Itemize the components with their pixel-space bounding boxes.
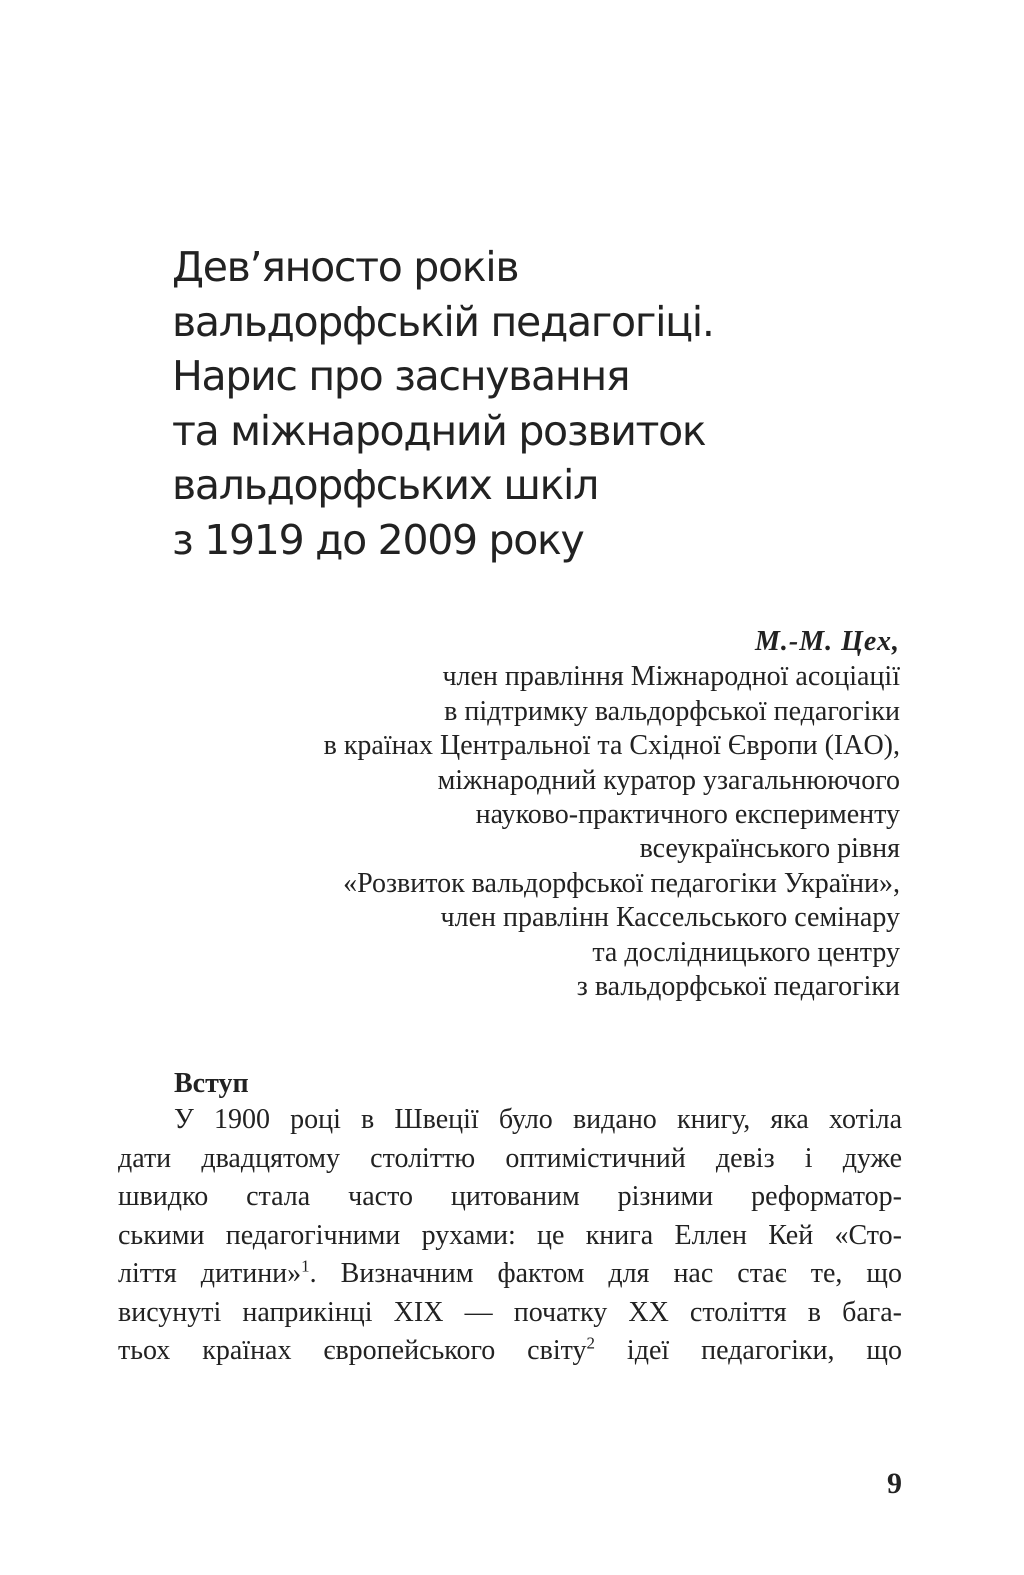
page-number: 9 <box>887 1467 902 1500</box>
author-affiliation-line: з вальдорфської педагогіки <box>576 971 900 1003</box>
author-affiliation-line: всеукраїнського рівня <box>639 833 900 865</box>
body-line: висунуті наприкінці XIX — початку XX століття в бага- <box>118 1296 902 1328</box>
body-line: швидко стала часто цитованим різними реформатор- <box>118 1181 902 1212</box>
body-text-span: ліття дитини» <box>118 1258 302 1289</box>
body-text-span: ідеї педагогіки, що <box>594 1335 902 1366</box>
body-line: У 1900 році в Швеції було видано книгу, яка хотіла <box>174 1104 902 1135</box>
body-line <box>118 1255 902 1294</box>
title-line: Нарис про заснування <box>172 352 630 400</box>
author-affiliation-line: «Розвиток вальдорфської педагогіки України», <box>343 867 900 899</box>
author-affiliation-line: в підтримку вальдорфської педагогіки <box>444 695 900 727</box>
author-affiliation-line: міжнародний куратор узагальнюючого <box>437 764 900 796</box>
chapter-title <box>172 240 932 567</box>
author-block <box>200 625 900 1004</box>
title-line: з 1919 до 2009 року <box>172 515 584 564</box>
title-line: вальдорфській педагогіці. <box>172 297 714 346</box>
body-line: ськими педагогічними рухами: це книга Еллен Кей «Сто- <box>118 1219 902 1251</box>
body-line <box>118 1332 902 1371</box>
title-line: та міжнародний розвиток <box>172 406 706 455</box>
author-affiliation-line: науково-практичного експерименту <box>475 799 900 831</box>
body-line: дати двадцятому століттю оптимістичний девіз і дуже <box>118 1142 902 1174</box>
author-affiliation-line: та дослідницького центру <box>592 936 900 968</box>
title-line: вальдорфських шкіл <box>172 461 599 509</box>
section-heading: Вступ <box>174 1068 249 1099</box>
footnote-ref[interactable]: 1 <box>301 1256 310 1276</box>
author-name: М.-М. Цех, <box>755 626 900 657</box>
title-line: Дев’яносто років <box>172 243 519 291</box>
footnote-ref[interactable]: 2 <box>586 1333 595 1353</box>
body-paragraph <box>118 1101 902 1371</box>
body-text-span: тьох країнах європейського світу <box>118 1335 587 1366</box>
author-affiliation-line: член правлінн Кассельського семінару <box>440 902 900 934</box>
author-affiliation-line: член правління Міжнародної асоціації <box>442 661 900 693</box>
body-text-span: . Визначним фактом для нас стає те, що <box>309 1258 902 1289</box>
author-affiliation-line: в країнах Центральної та Східної Європи (IAO), <box>323 730 900 762</box>
